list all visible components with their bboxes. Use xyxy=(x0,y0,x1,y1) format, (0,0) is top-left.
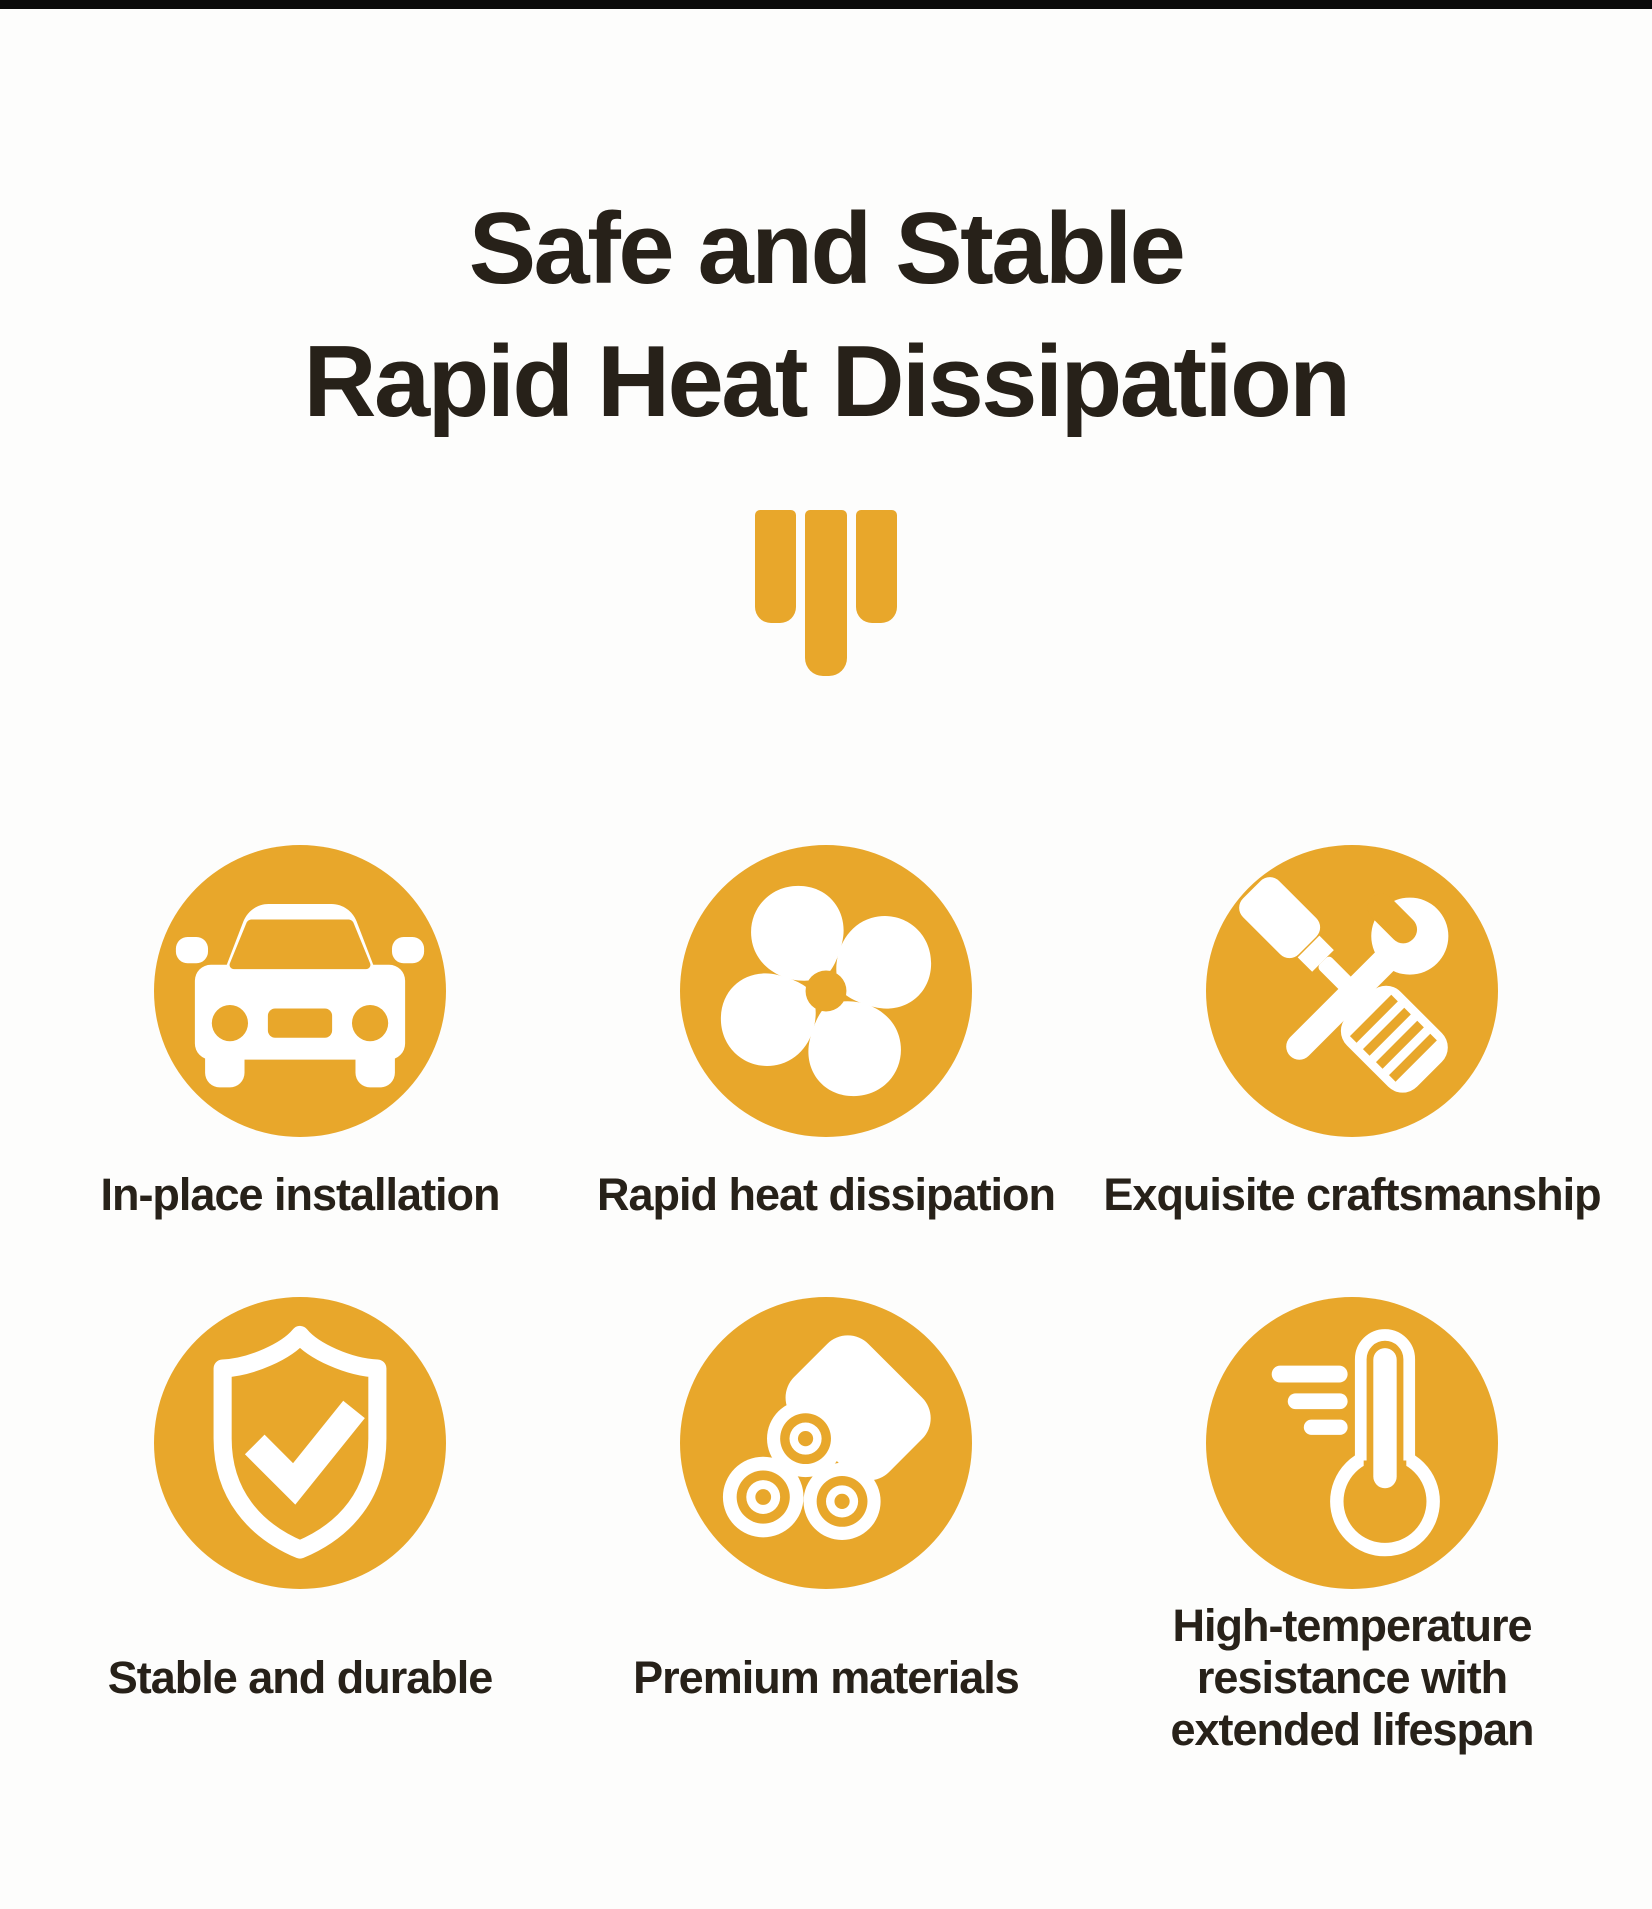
shield-check-icon-svg xyxy=(154,1297,446,1589)
feature-row-1 xyxy=(37,845,1615,1222)
feature-label-wrap xyxy=(108,1592,493,1764)
feature-label: Rapid heat dissipation xyxy=(596,1169,1056,1220)
feature-row-2 xyxy=(37,1297,1615,1764)
car-icon xyxy=(154,845,446,1137)
feature-label: In-place installation xyxy=(100,1169,500,1220)
shield-check-icon xyxy=(154,1297,446,1589)
fan-icon xyxy=(680,845,972,1137)
feature-label: Premium materials xyxy=(633,1652,1019,1703)
thermometer-icon xyxy=(1206,1297,1498,1589)
heating-bar xyxy=(856,510,897,623)
feature-premium-materials xyxy=(633,1297,1019,1764)
feature-label-wrap xyxy=(1117,1592,1587,1764)
feature-label-wrap xyxy=(633,1592,1019,1764)
feature-exquisite-craftsmanship xyxy=(1103,845,1600,1222)
thermometer-icon-svg xyxy=(1206,1297,1498,1589)
page-title xyxy=(0,183,1652,449)
feature-label: Stable and durable xyxy=(107,1652,493,1703)
title-line-1: Safe and Stable xyxy=(468,193,1184,305)
heating-bar xyxy=(755,510,796,623)
heating-bar xyxy=(805,510,847,676)
pipes-icon xyxy=(680,1297,972,1589)
feature-label: High-temperature resistance with extended lifespan xyxy=(1170,1600,1534,1755)
title-line-2: Rapid Heat Dissipation xyxy=(303,326,1349,438)
tools-icon xyxy=(1206,845,1498,1137)
car-icon-svg xyxy=(154,845,446,1137)
fan-icon-svg xyxy=(680,845,972,1137)
pipes-icon-svg xyxy=(680,1297,972,1589)
heating-bars-icon xyxy=(755,510,897,676)
feature-label: Exquisite craftsmanship xyxy=(1103,1169,1601,1220)
feature-stable-and-durable xyxy=(108,1297,493,1764)
top-bar xyxy=(0,0,1652,9)
feature-in-place-installation xyxy=(100,845,499,1222)
feature-rapid-heat-dissipation xyxy=(597,845,1055,1222)
tools-icon-svg xyxy=(1206,845,1498,1137)
feature-high-temperature-resistance xyxy=(1117,1297,1587,1764)
